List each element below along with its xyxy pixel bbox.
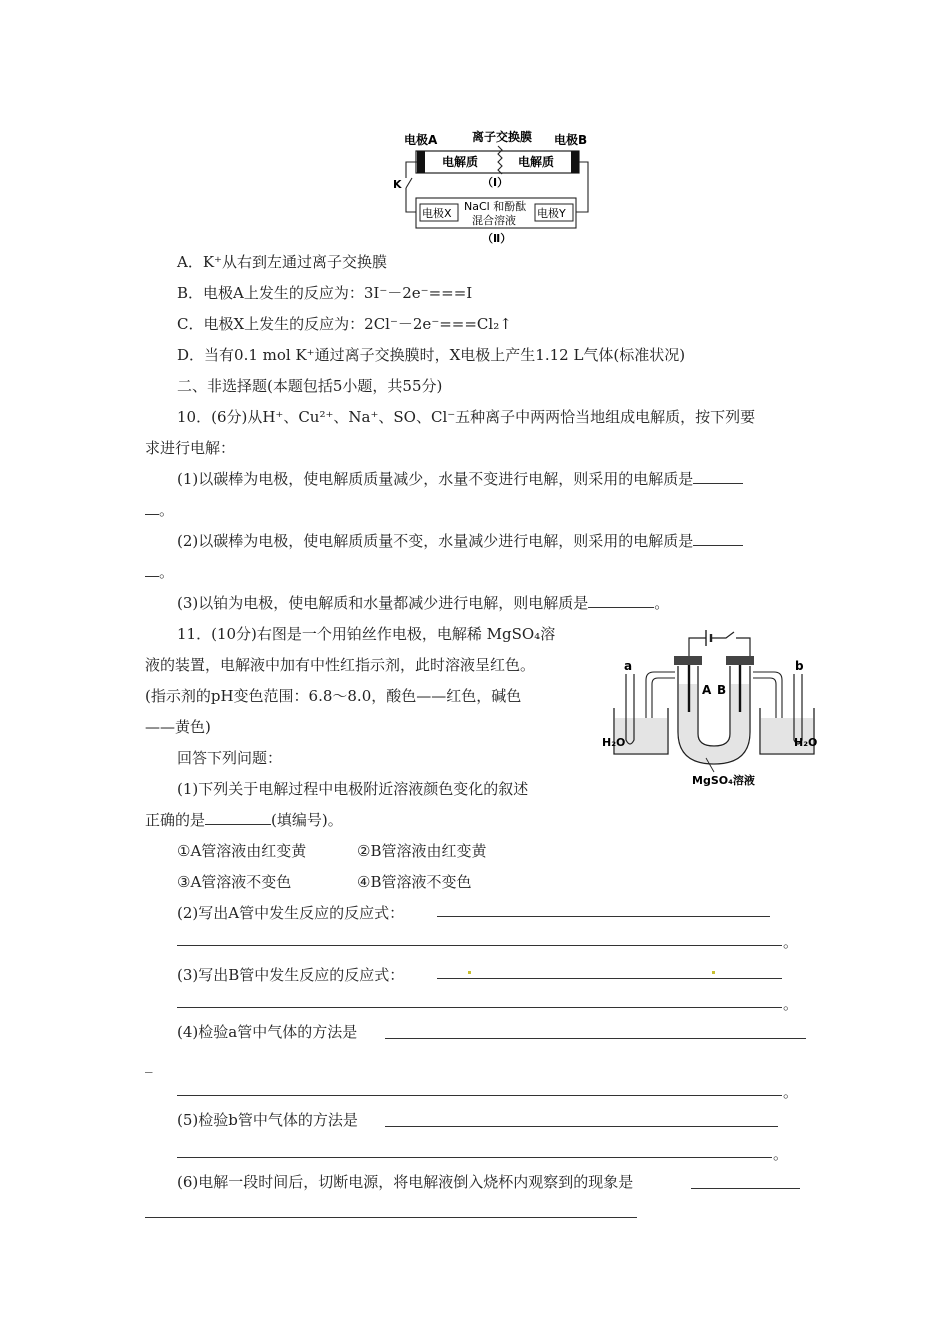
label-i: （Ⅰ） [482, 176, 509, 189]
q11-part4-blank[interactable] [385, 1038, 806, 1039]
q11-choice-2: ②B管溶液由红变黄 [357, 842, 487, 860]
membrane-line [498, 146, 502, 174]
q11-part2-blank[interactable] [437, 916, 770, 917]
q11-part6-blank[interactable] [691, 1188, 800, 1189]
q11-part6-blank-2[interactable] [145, 1217, 637, 1218]
q10-part2-text: (2)以碳棒为电极，使电解质质量不变，水量减少进行电解，则采用的电解质是 [177, 532, 694, 550]
stopper-a [674, 656, 702, 665]
label-tube-a: A [702, 683, 712, 697]
q11-part3-blank[interactable] [437, 978, 782, 979]
u-tube-inner [698, 666, 730, 746]
q11-part4-blank-2[interactable] [177, 1095, 782, 1096]
q11-part5-end: 。 [773, 1145, 789, 1163]
electrode-b-label: 电极B [554, 133, 588, 147]
q10-stem-line2: 求进行电解： [145, 439, 236, 457]
electrolyte-left: 电解质 [442, 155, 479, 169]
solution-label-2: 混合溶液 [472, 214, 516, 227]
q11-part5-blank-2[interactable] [177, 1157, 772, 1158]
electrolyte-right: 电解质 [518, 155, 555, 169]
q11-choice-3: ③A管溶液不变色 [177, 873, 292, 891]
q10-part1-blank[interactable] [693, 469, 743, 484]
q10-part2-end: 。 [159, 563, 175, 581]
q11-choice-4: ④B管溶液不变色 [357, 873, 472, 891]
q10-part2-blank[interactable] [693, 531, 743, 546]
q10-part3 [177, 593, 669, 613]
q11-stem-line1: 11．(10分)右图是一个用铂丝作电极，电解稀 MgSO₄溶 [177, 625, 556, 643]
q10-part3-blank[interactable] [588, 593, 654, 608]
q11-part2: (2)写出A管中发生反应的反应式： [177, 904, 405, 922]
q11-part4-end: 。 [783, 1083, 799, 1101]
label-tube-b: B [717, 683, 727, 697]
q10-part2 [177, 531, 743, 551]
q11-part5-blank[interactable] [385, 1126, 778, 1127]
wire-left [406, 162, 417, 212]
electrode-b-plate [571, 151, 579, 173]
q11-choice-1: ①A管溶液由红变黄 [177, 842, 307, 860]
electrode-a-label: 电极A [404, 133, 438, 147]
wire-top [689, 632, 750, 658]
electrode-x-label: 电极X [422, 207, 452, 220]
q10-part3-text: (3)以铂为电极，使电解质和水量都减少进行电解，则电解质是 [177, 594, 589, 612]
label-b: b [795, 659, 804, 673]
q11-part2-end: 。 [783, 933, 799, 951]
q10-part1-cont [145, 500, 174, 520]
section-heading: 二、非选择题(本题包括5小题，共55分) [177, 377, 443, 395]
stray-mark-1 [468, 971, 471, 974]
label-a: a [624, 659, 633, 673]
option-d: D．当有0.1 mol K⁺通过离子交换膜时，X电极上产生1.12 L气体(标准状况) [177, 346, 686, 364]
q11-stem-line4: ——黄色) [145, 718, 211, 736]
q10-stem-line1: 10．(6分)从H⁺、Cu²⁺、Na⁺、SO、Cl⁻五种离子中两两恰当地组成电解质，按下列要 [177, 408, 756, 426]
q10-part1-text: (1)以碳棒为电极，使电解质质量减少，水量不变进行电解，则采用的电解质是 [177, 470, 694, 488]
q11-answer-prompt: 回答下列问题： [177, 749, 283, 767]
membrane-label: 离子交换膜 [472, 130, 533, 144]
q11-part1-blank[interactable] [205, 810, 271, 825]
option-a: A．K⁺从右到左通过离子交换膜 [177, 253, 387, 271]
q10-part1-end: 。 [159, 501, 175, 519]
q11-part2-blank-2[interactable] [177, 945, 782, 946]
q11-part3-blank-2[interactable] [177, 1007, 782, 1008]
label-ii: （Ⅱ） [482, 232, 512, 245]
label-mgso4: MgSO₄溶液 [692, 774, 755, 787]
mgso4-electrolysis-apparatus [602, 622, 822, 790]
q11-stem-line2: 液的装置，电解液中加有中性红指示剂，此时溶液呈红色。 [145, 656, 536, 674]
label-h2o-right: H₂O [794, 736, 818, 749]
solution-label-1: NaCl 和酚酞 [464, 200, 527, 213]
switch-k [406, 178, 412, 188]
label-h2o-left: H₂O [602, 736, 626, 749]
q11-part1-line2 [145, 810, 343, 830]
q11-part1-end: (填编号)。 [271, 811, 343, 829]
electrode-y-label: 电极Y [537, 207, 566, 220]
q11-stem-line3: (指示剂的pH变色范围：6.8～8.0，酸色——红色，碱色 [145, 687, 522, 705]
q11-part1-text: 正确的是 [145, 811, 206, 829]
q11-part6: (6)电解一段时间后，切断电源，将电解液倒入烧杯内观察到的现象是 [177, 1173, 634, 1191]
option-b: B．电极A上发生的反应为：3I⁻－2e⁻===I [177, 284, 473, 302]
q10-part1 [177, 469, 743, 489]
q11-part4: (4)检验a管中气体的方法是 [177, 1023, 358, 1041]
q11-part3-end: 。 [783, 995, 799, 1013]
stray-mark-2 [712, 971, 715, 974]
option-c: C．电极X上发生的反应为：2Cl⁻－2e⁻===Cl₂↑ [177, 315, 512, 333]
q11-part5: (5)检验b管中气体的方法是 [177, 1111, 358, 1129]
electrode-a-plate [417, 151, 425, 173]
stopper-b [726, 656, 754, 665]
q10-part2-blank-cont[interactable] [145, 562, 159, 577]
q11-part1-line1: (1)下列关于电解过程中电极附近溶液颜色变化的叙述 [177, 780, 529, 798]
electrolysis-cell-diagram [390, 124, 600, 250]
q10-part2-cont [145, 562, 174, 582]
q11-part4-dash: _ [145, 1055, 153, 1073]
q10-part1-blank-cont[interactable] [145, 500, 159, 515]
q11-part3: (3)写出B管中发生反应的反应式： [177, 966, 405, 984]
switch-k-label: K [393, 178, 402, 191]
q10-part3-end: 。 [654, 594, 670, 612]
